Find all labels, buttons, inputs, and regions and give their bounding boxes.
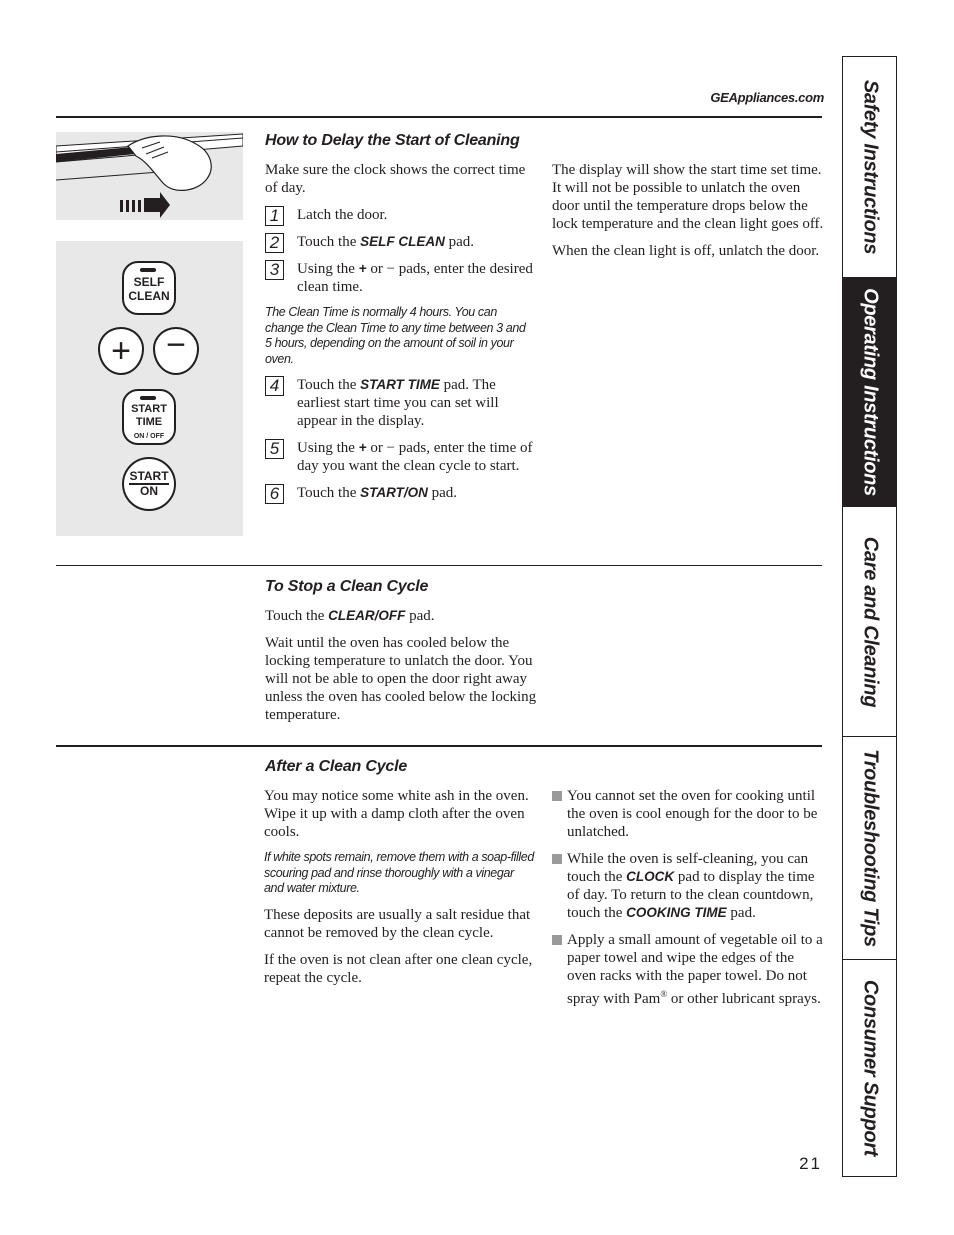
delay-intro: Make sure the clock shows the correct time of day. — [265, 162, 526, 196]
bullet-item: You cannot set the oven for cooking until the oven is cool enough for the door to be unlatched. — [552, 787, 824, 841]
tab-consumer-support[interactable]: Consumer Support — [842, 959, 897, 1177]
step-1: 1 Latch the door. — [265, 206, 535, 224]
door-latch-icon — [56, 132, 243, 220]
start-on-pad — [122, 457, 176, 511]
display-paragraph: The display will show the start time set time. It will not be possible to unlatch the oven door until the temperature drops below the lock temperature and the clean light goes off. — [552, 162, 824, 232]
bullet-item: Apply a small amount of vegetable oil to a paper towel and wipe the edges of the oven racks with the paper towel. Do not spray with Pam® or other lubricant sprays. — [552, 931, 824, 1008]
site-url: GEAppliances.com — [710, 90, 824, 105]
bullet-item: While the oven is self-cleaning, you can touch the CLOCK pad to display the time of day. To return to the clean countdown, touch the COOKING TIME pad. — [552, 850, 824, 922]
step-4: 4 Touch the START TIME pad. The earliest start time you can set will appear in the display. — [265, 376, 535, 430]
start-time-pad-label: START TIME ON / OFF — [131, 403, 167, 440]
after-heading: After a Clean Cycle — [265, 758, 408, 775]
step-2: 2 Touch the SELF CLEAN pad. — [265, 233, 535, 251]
step-5: 5 Using the + or − pads, enter the time of day you want the clean cycle to start. — [265, 439, 535, 475]
repeat-paragraph: If the oven is not clean after one clean cycle, repeat the cycle. — [264, 951, 533, 986]
indicator-light — [140, 396, 156, 400]
plus-icon: + — [111, 332, 131, 370]
step-3: 3 Using the + or − pads, enter the desired clean time. — [265, 260, 535, 296]
tab-care-and-cleaning[interactable]: Care and Cleaning — [842, 506, 897, 736]
self-clean-pad-label: SELF CLEAN — [128, 275, 170, 303]
delay-right-column — [552, 161, 824, 269]
stop-content — [265, 607, 537, 733]
start-time-pad — [122, 389, 176, 445]
step-number: 4 — [265, 376, 284, 396]
header-rule — [56, 116, 822, 118]
step-number: 2 — [265, 233, 284, 253]
delay-left-column — [265, 161, 535, 511]
section-rule — [56, 565, 822, 566]
stop-paragraph: Wait until the oven has cooled below the locking temperature to unlatch the door. You will not be able to open the door right away unless the oven has cooled below the locking temperature. — [265, 635, 537, 723]
start-on-pad-label: START ON — [129, 469, 169, 498]
page-number: 21 — [799, 1154, 822, 1173]
step-number: 5 — [265, 439, 284, 459]
minus-pad — [153, 327, 199, 375]
deposits-paragraph: These deposits are usually a salt residue that cannot be removed by the clean cycle. — [264, 906, 531, 941]
step-number: 6 — [265, 484, 284, 504]
latch-illustration — [56, 132, 243, 220]
minus-icon: − — [166, 326, 186, 364]
white-spots-note: If white spots remain, remove them with a soap-filled scouring pad and rinse thoroughly with a vinegar and water mixture. — [264, 850, 534, 895]
tab-troubleshooting-tips[interactable]: Troubleshooting Tips — [842, 736, 897, 959]
stop-instruction: Touch the CLEAR/OFF pad. — [265, 608, 435, 624]
indicator-light — [140, 268, 156, 272]
tab-safety-instructions[interactable]: Safety Instructions — [842, 56, 897, 277]
unlatch-paragraph: When the clean light is off, unlatch the door. — [552, 243, 820, 259]
self-clean-pad — [122, 261, 176, 315]
plus-pad — [98, 327, 144, 375]
ash-paragraph: You may notice some white ash in the oven. Wipe it up with a damp cloth after the oven cools. — [264, 788, 529, 840]
section-rule — [56, 745, 822, 747]
after-right-column — [552, 787, 824, 1017]
after-left-column — [264, 787, 534, 996]
keypad-illustration — [56, 241, 243, 536]
delay-heading: How to Delay the Start of Cleaning — [265, 132, 520, 149]
clean-time-note: The Clean Time is normally 4 hours. You can change the Clean Time to any time between 3 and 5 hours, depending on the amount of soil in your oven. — [265, 305, 526, 366]
stop-heading: To Stop a Clean Cycle — [265, 578, 429, 595]
step-6: 6 Touch the START/ON pad. — [265, 484, 535, 502]
tab-operating-instructions[interactable]: Operating Instructions — [842, 277, 897, 506]
step-number: 3 — [265, 260, 284, 280]
step-number: 1 — [265, 206, 284, 226]
